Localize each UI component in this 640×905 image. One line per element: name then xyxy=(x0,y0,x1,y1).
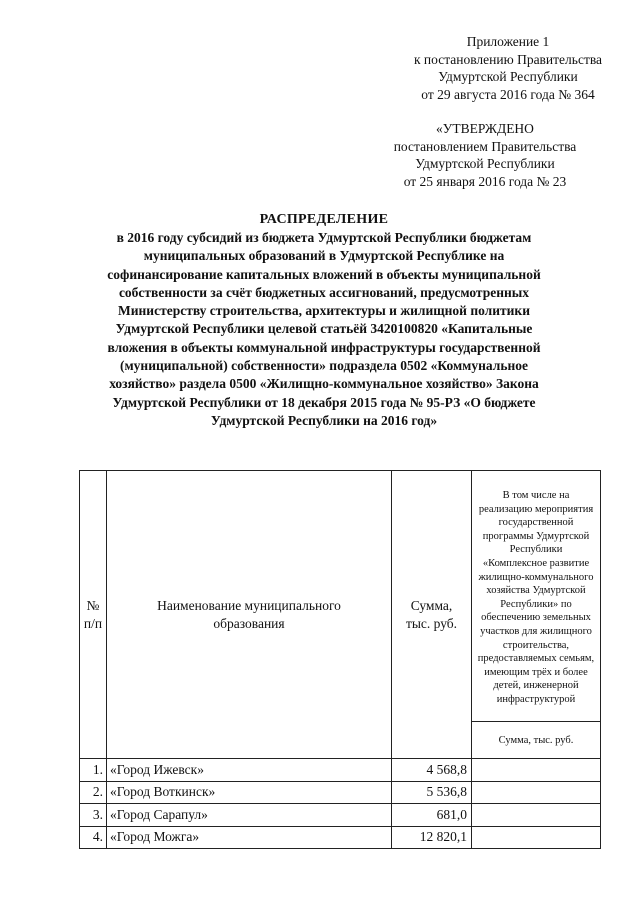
row-sum: 681,0 xyxy=(392,804,472,827)
title-line: софинансирование капитальных вложений в объекты муниципальной xyxy=(107,266,541,282)
table-row xyxy=(80,804,601,827)
row-municipality: «Город Сарапул» xyxy=(107,804,392,827)
appendix-line: к постановлению Правительства xyxy=(413,51,603,67)
table-header-row xyxy=(80,471,601,722)
header-including-line: строительства, xyxy=(502,639,570,651)
title-line: Министерству строительства, архитектуры и жилищной политики xyxy=(118,303,530,319)
title-line: в 2016 году субсидий из бюджета Удмуртской Республики бюджетам xyxy=(116,230,532,245)
title-line: вложения в объекты коммунальной инфраструктуры государственной xyxy=(107,339,541,355)
title-line: муниципальных образований в Удмуртской Республике на xyxy=(143,248,505,264)
header-including-sum: Сумма, тыс. руб. xyxy=(472,722,601,759)
row-municipality: «Город Ижевск» xyxy=(107,759,392,782)
row-sum: 12 820,1 xyxy=(392,826,472,849)
title-line: Удмуртской Республики от 18 декабря 2015 года № 95-РЗ «О бюджете xyxy=(112,394,536,410)
row-number: 3. xyxy=(80,804,107,827)
row-including xyxy=(472,826,601,849)
header-number-label: № xyxy=(86,597,100,613)
row-number: 4. xyxy=(80,826,107,849)
title-line: (муниципальной) собственности» подраздела 0502 «Коммунальное xyxy=(119,358,528,374)
title-line: хозяйство» раздела 0500 «Жилищно-коммунальное хозяйство» Закона xyxy=(109,376,539,392)
appendix-line: от 29 августа 2016 года № 364 xyxy=(421,86,595,102)
header-municipality-label: Наименование муниципального xyxy=(157,597,341,613)
table-row xyxy=(80,759,601,782)
header-including-line: государственной xyxy=(498,517,574,529)
row-municipality: «Город Можга» xyxy=(107,826,392,849)
header-number-label: п/п xyxy=(83,615,103,631)
header-including xyxy=(472,471,601,722)
header-sum-label: Сумма, xyxy=(410,597,453,613)
row-municipality: «Город Воткинск» xyxy=(107,781,392,804)
row-sum: 5 536,8 xyxy=(392,781,472,804)
header-including-line: жилищно-коммунального xyxy=(478,571,594,583)
header-including-line: «Комплексное развитие xyxy=(482,557,590,569)
appendix-header xyxy=(376,33,640,103)
header-including-line: Республики» по xyxy=(500,598,572,610)
title-heading: РАСПРЕДЕЛЕНИЕ xyxy=(259,212,389,227)
approval-line: Удмуртской Республики xyxy=(415,156,555,171)
row-number: 2. xyxy=(80,781,107,804)
title-body xyxy=(48,229,600,430)
table-row xyxy=(80,826,601,849)
header-including-line: В том числе на xyxy=(502,490,570,501)
distribution-table xyxy=(79,470,601,849)
approval-stamp xyxy=(370,120,600,190)
header-sum xyxy=(392,471,472,759)
header-municipality-label: образования xyxy=(213,615,285,631)
appendix-line: Приложение 1 xyxy=(466,34,550,49)
header-including-line: инфраструктурой xyxy=(496,693,576,705)
approval-line: «УТВЕРЖДЕНО xyxy=(436,121,534,136)
header-municipality xyxy=(107,471,392,759)
header-including-line: программы Удмуртской xyxy=(482,530,590,542)
title-line: Удмуртской Республики целевой статьёй 3420100820 «Капитальные xyxy=(115,321,533,337)
row-including xyxy=(472,781,601,804)
row-number: 1. xyxy=(80,759,107,782)
row-sum: 4 568,8 xyxy=(392,759,472,782)
approval-line: от 25 января 2016 года № 23 xyxy=(403,173,567,189)
header-number xyxy=(80,471,107,759)
title-line: Удмуртской Республики на 2016 год» xyxy=(210,412,438,428)
header-including-line: имеющим трёх и более xyxy=(484,666,588,678)
title-line: собственности за счёт бюджетных ассигнований, предусмотренных xyxy=(118,284,530,300)
table-row xyxy=(80,781,601,804)
header-including-line: участков для жилищного xyxy=(480,625,592,637)
appendix-line: Удмуртской Республики xyxy=(438,69,578,84)
header-including-line: предоставляемых семьям, xyxy=(477,653,595,665)
header-including-line: хозяйства Удмуртской xyxy=(486,585,586,597)
header-including-line: реализацию мероприятия xyxy=(478,503,594,515)
approval-line: постановлением Правительства xyxy=(393,138,577,154)
header-including-line: обеспечению земельных xyxy=(481,612,591,624)
header-sum-label: тыс. руб. xyxy=(405,615,458,631)
header-including-line: Республики xyxy=(509,544,563,556)
document-title xyxy=(48,211,600,430)
row-including xyxy=(472,804,601,827)
header-including-line: детей, инженерной xyxy=(493,680,579,692)
row-including xyxy=(472,759,601,782)
